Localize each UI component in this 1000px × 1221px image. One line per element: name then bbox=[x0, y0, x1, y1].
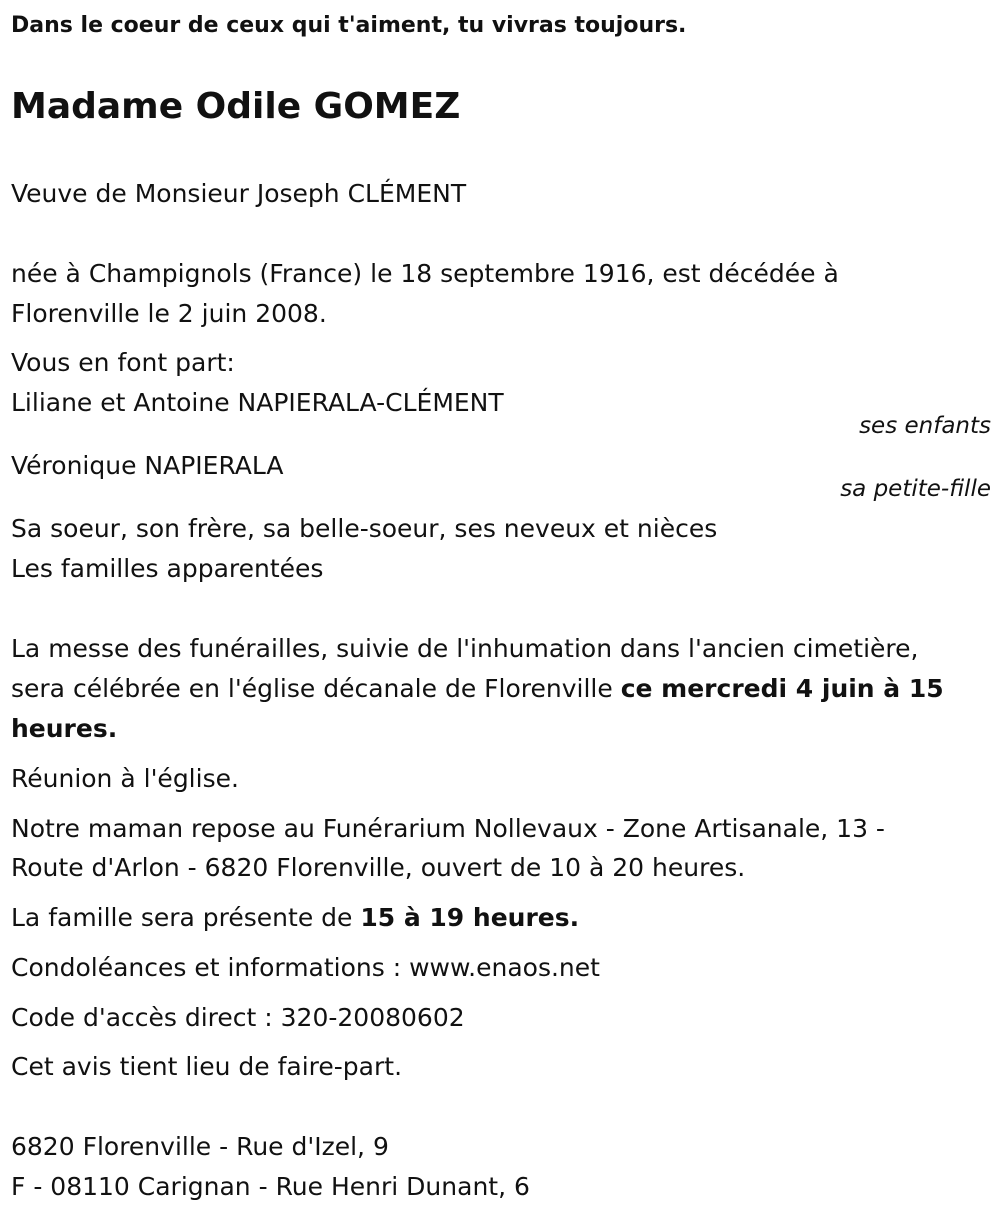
funeral-line-2 bbox=[11, 674, 944, 704]
birth-death-line-1: née à Champignols (France) le 18 septembre 1916, est décédée à bbox=[11, 259, 839, 288]
funeral-line-3 bbox=[11, 714, 117, 744]
family-presence bbox=[11, 903, 579, 933]
notice-text: Cet avis tient lieu de faire-part. bbox=[11, 1052, 403, 1081]
widow-of: Veuve de Monsieur Joseph CLÉMENT bbox=[11, 179, 467, 208]
family-member-name: Véronique NAPIERALA bbox=[11, 451, 284, 480]
family-member-relation: ses enfants bbox=[859, 413, 991, 439]
announcement-intro: Vous en font part: bbox=[11, 348, 235, 377]
birth-death-line-2: Florenville le 2 juin 2008. bbox=[11, 299, 327, 328]
family-member-relation: sa petite-fille bbox=[840, 476, 991, 502]
meeting-info: Réunion à l'église. bbox=[11, 764, 239, 793]
funeral-date-text: ce mercredi 4 juin à 15 bbox=[620, 674, 944, 703]
family-presence-text: La famille sera présente de bbox=[11, 903, 361, 932]
funeral-line-1: La messe des funérailles, suivie de l'inhumation dans l'ancien cimetière, bbox=[11, 634, 919, 663]
funeral-place-text: sera célébrée en l'église décanale de Florenville bbox=[11, 674, 621, 703]
condolences-info: Condoléances et informations : www.enaos.net bbox=[11, 953, 600, 982]
deceased-name: Madame Odile GOMEZ bbox=[11, 86, 461, 127]
other-relatives-line: Les familles apparentées bbox=[11, 554, 324, 583]
address-line: 6820 Florenville - Rue d'Izel, 9 bbox=[11, 1132, 389, 1161]
family-member-name: Liliane et Antoine NAPIERALA-CLÉMENT bbox=[11, 388, 504, 417]
family-presence-hours: 15 à 19 heures. bbox=[360, 903, 580, 932]
other-relatives-line: Sa soeur, son frère, sa belle-soeur, ses neveux et nièces bbox=[11, 514, 718, 543]
epigraph: Dans le coeur de ceux qui t'aiment, tu vivras toujours. bbox=[11, 13, 687, 38]
address-line: F - 08110 Carignan - Rue Henri Dunant, 6 bbox=[11, 1172, 530, 1201]
access-code: Code d'accès direct : 320-20080602 bbox=[11, 1003, 465, 1032]
funeral-time-text: heures. bbox=[11, 714, 118, 743]
rest-place-line-1: Notre maman repose au Funérarium Nollevaux - Zone Artisanale, 13 - bbox=[11, 814, 885, 843]
rest-place-line-2: Route d'Arlon - 6820 Florenville, ouvert de 10 à 20 heures. bbox=[11, 853, 746, 882]
